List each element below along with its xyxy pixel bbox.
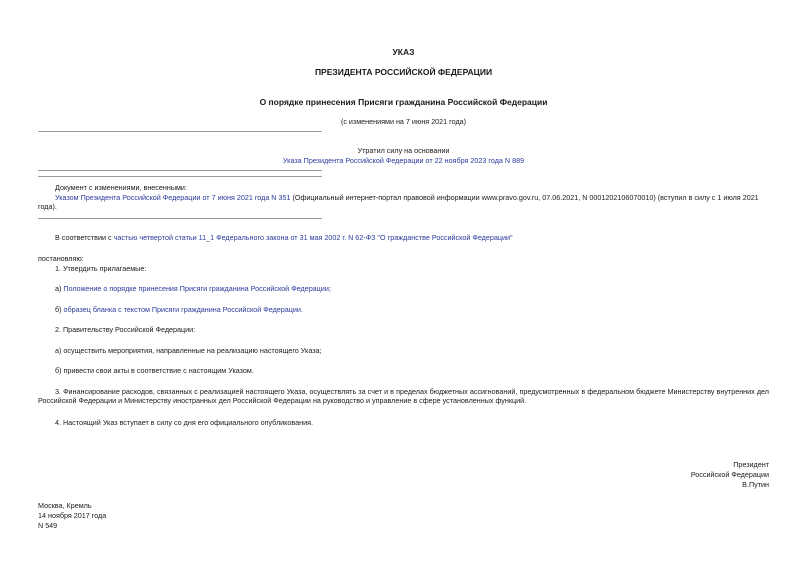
lost-force-text: Утратил силу на основании — [357, 146, 450, 155]
decree-number: N 549 — [38, 521, 58, 530]
date: 14 ноября 2017 года — [38, 511, 107, 520]
signature-title: Президент — [733, 460, 769, 469]
lost-force-link[interactable]: Указа Президента Российской Федерации от 22 ноября 2023 года N 889 — [282, 156, 525, 165]
item-1a — [38, 284, 769, 293]
changes-doc-tail: (Официальный интернет-портал правовой информации www.pravo.gov.ru, 07.06.2021, N 0001202106070010) (вступил в силу с 1 июля 2021 года). — [38, 193, 759, 211]
item-2b: б) привести свои акты в соответствие с настоящим Указом. — [55, 366, 254, 375]
signature-name: В.Путин — [742, 480, 769, 489]
item-1b — [38, 305, 769, 314]
divider — [38, 131, 322, 132]
divider — [38, 218, 322, 219]
changes-doc-label: Документ с изменениями, внесенными: — [55, 183, 187, 192]
title-president: ПРЕЗИДЕНТА РОССИЙСКОЙ ФЕДЕРАЦИИ — [314, 67, 493, 77]
changes-doc-link[interactable]: Указом Президента Российской Федерации от 7 июня 2021 года N 351 — [55, 193, 291, 202]
preamble-law-link[interactable]: частью четвертой статьи 11_1 Федерального закона от 31 мая 2002 г. N 62-ФЗ "О гражданстве Российской Федерации" — [113, 233, 513, 242]
item-1b-prefix: б) — [55, 305, 64, 314]
item-2: 2. Правительству Российской Федерации: — [55, 325, 196, 334]
postanovlyayu: постановляю: — [38, 254, 84, 263]
changes-note: (с изменениями на 7 июня 2021 года) — [340, 117, 467, 126]
item-1: 1. Утвердить прилагаемые: — [55, 264, 147, 273]
preamble-prefix: В соответствии с — [55, 233, 114, 242]
divider — [38, 170, 322, 171]
changes-doc-paragraph — [38, 193, 769, 211]
item-4: 4. Настоящий Указ вступает в силу со дня его официального опубликования. — [55, 418, 314, 427]
item-1b-link[interactable]: образец бланка с текстом Присяги гражданина Российской Федерации. — [63, 305, 303, 314]
item-1a-prefix: а) — [55, 284, 64, 293]
item-3: 3. Финансирование расходов, связанных с реализацией настоящего Указа, осуществлять за счет и в пределах бюджетных ассигнований, предусмотренных в федеральном бюджете Министерству внутренних дел Российской Федерации и Министерству иностранных дел Российской Федерации на руководство и управление в сфере установленных функций. — [38, 387, 769, 405]
preamble — [38, 233, 769, 242]
signature-org: Российской Федерации — [690, 470, 769, 479]
item-2a: а) осуществить мероприятия, направленные на реализацию настоящего Указа; — [55, 346, 322, 355]
document-subtitle: О порядке принесения Присяги гражданина Российской Федерации — [259, 97, 548, 107]
divider — [38, 176, 322, 177]
title-ukaz: УКАЗ — [392, 47, 415, 57]
item-1a-link[interactable]: Положение о порядке принесения Присяги гражданина Российской Федерации; — [63, 284, 331, 293]
place: Москва, Кремль — [38, 501, 92, 510]
